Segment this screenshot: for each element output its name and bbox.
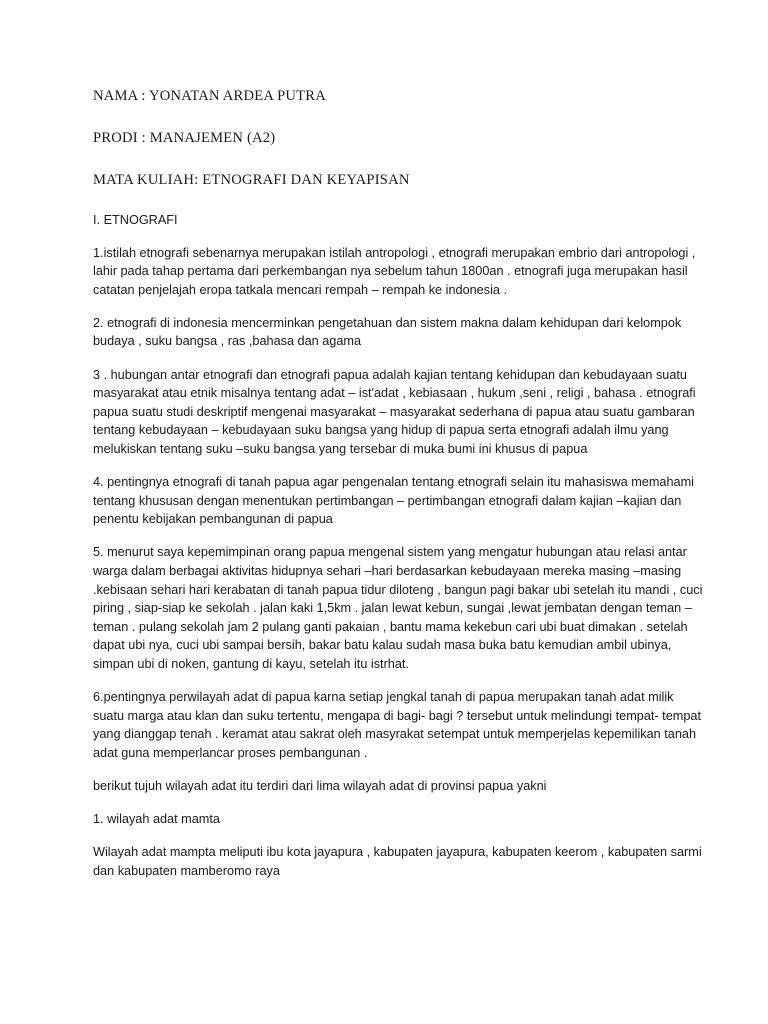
paragraph-wilayah-mamta: Wilayah adat mampta meliputi ibu kota jayapura , kabupaten jayapura, kabupaten keerom , kabupaten sarmi dan kabupaten mamberomo raya	[93, 845, 702, 878]
paragraph-1: 1.istilah etnografi sebenarnya merupakan istilah antropologi , etnografi merupakan embrio dari antropologi , lahir pada tahap pertama dari perkembangan nya sebelum tahun 1800an . etnografi juga merupakan hasil catatan penjelajah eropa tatkala mencari rempah – rempah ke indonesia .	[93, 245, 696, 297]
subheading-wilayah-mamta: 1. wilayah adat mamta	[93, 811, 220, 826]
paragraph-5: 5. menurut saya kepemimpinan orang papua mengenal sistem yang mengatur hubungan atau relasi antar warga dalam berbagai aktivitas hidupnya sehari –hari berdasarkan kebudayaan mereka masing –masing .kebisaan sehari hari kerabatan di tanah papua tidur diloteng , bangun pagi bakar ubi setelah itu mandi , cuci piring , siap-siap ke sekolah . jalan kaki 1,5km . jalan lewat kebun, sungai ,lewat jembatan dengan teman –teman . pulang sekolah jam 2 pulang ganti pakaian , bantu mama kekebun cari ubi buat dimakan . setelah dapat ubi nya, cuci ubi sampai bersih, bakar batu kalau sudah masa buka batu kemudian ambil ubinya, simpan ubi di noken, gantung di kayu, setelah itu istrhat.	[93, 545, 703, 671]
document-body	[93, 211, 703, 895]
student-name: NAMA : YONATAN ARDEA PUTRA	[93, 88, 326, 104]
student-info-header	[93, 86, 693, 212]
section-title: I. ETNOGRAFI	[93, 213, 178, 227]
paragraph-intro-wilayah: berikut tujuh wilayah adat itu terdiri dari lima wilayah adat di provinsi papua yakni	[93, 778, 547, 793]
paragraph-4: 4. pentingnya etnografi di tanah papua agar pengenalan tentang etnografi selain itu mahasiswa memahami tentang khususan dengan menentukan pertimbangan – pertimbangan etnografi dalam kajian –kajian dan penentu kebijakan pembangunan di papua	[93, 475, 694, 527]
paragraph-2: 2. etnografi di indonesia mencerminkan pengetahuan dan sistem makna dalam kehidupan dari kelompok budaya , suku bangsa , ras ,bahasa dan agama	[93, 315, 682, 349]
study-program: PRODI : MANAJEMEN (A2)	[93, 130, 276, 146]
paragraph-3: 3 . hubungan antar etnografi dan etnografi papua adalah kajian tentang kehidupan dan kebudayaan suatu masyarakat atau etnik misalnya tentang adat – ist'adat , kebiasaan , hukum ,seni , religi , bahasa . etnografi papua suatu studi deskriptif mengenai masyarakat – masyarakat sederhana di papua atau suatu gambaran tentang kebudayaan – kebudayaan suku bangsa yang hidup di papua serta etnografi adalah ilmu yang melukiskan tentang suku –suku bangsa yang tersebar di muka bumi ini khusus di papua	[93, 367, 696, 456]
course-name: MATA KULIAH: ETNOGRAFI DAN KEYAPISAN	[93, 172, 410, 188]
paragraph-6: 6.pentingnya perwilayah adat di papua karna setiap jengkal tanah di papua merupakan tanah adat milik suatu marga atau klan dan suku tertentu, mengapa di bagi- bagi ? tersebut untuk melindungi tempat- tempat yang dianggap tenah . keramat atau sakrat oleh masyrakat setempat untuk memperjelas kepemilikan tanah adat guna memperlancar proses pembangunan .	[93, 689, 701, 760]
